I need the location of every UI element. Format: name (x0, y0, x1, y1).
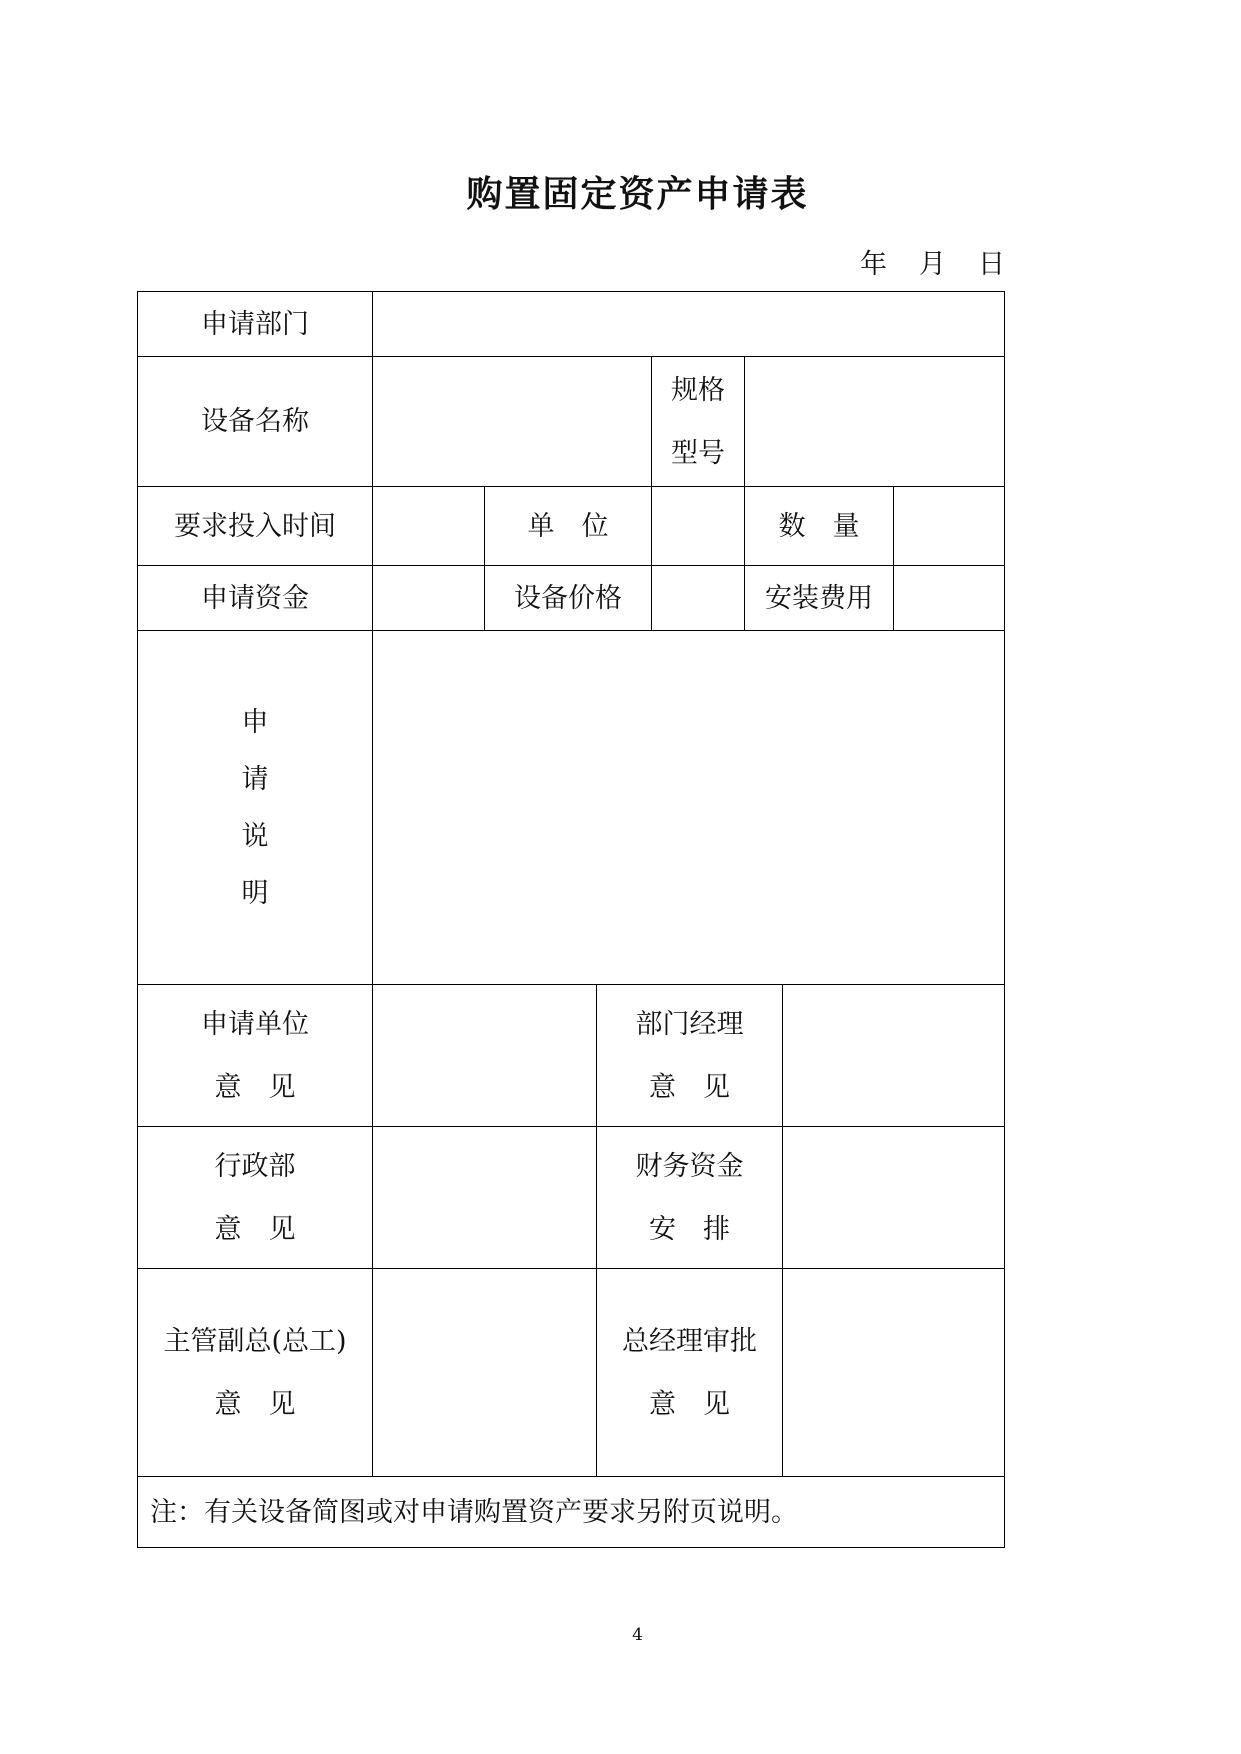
label-quantity: 数 量 (744, 486, 894, 566)
field-finance-arrangement[interactable] (782, 1126, 1005, 1269)
page-number: 4 (632, 1625, 643, 1645)
date-month: 月 (919, 249, 946, 280)
field-dept[interactable] (372, 291, 1005, 357)
label-unit: 单 位 (484, 486, 652, 566)
label-spec: 规格 型号 (651, 356, 745, 487)
label-equip-name: 设备名称 (137, 356, 373, 487)
label-vp-opinion: 主管副总(总工) 意 见 (137, 1268, 373, 1477)
label-description: 申 请 说 明 (137, 630, 373, 985)
field-gm-approval[interactable] (782, 1268, 1005, 1477)
field-equip-name[interactable] (372, 356, 652, 487)
label-gm-approval: 总经理审批 意 见 (596, 1268, 783, 1477)
label-admin-opinion: 行政部 意 见 (137, 1126, 373, 1269)
field-install-fee[interactable] (893, 565, 1005, 631)
field-manager-opinion[interactable] (782, 984, 1005, 1127)
field-spec[interactable] (744, 356, 1005, 487)
field-admin-opinion[interactable] (372, 1126, 597, 1269)
label-unit-opinion: 申请单位 意 见 (137, 984, 373, 1127)
date-day: 日 (978, 249, 1005, 280)
field-req-time[interactable] (372, 486, 485, 566)
field-description[interactable] (372, 630, 1005, 985)
date-year: 年 (860, 249, 887, 280)
label-funds: 申请资金 (137, 565, 373, 631)
form-note: 注：有关设备简图或对申请购置资产要求另附页说明。 (137, 1476, 1005, 1548)
field-equip-price[interactable] (651, 565, 745, 631)
field-unit-opinion[interactable] (372, 984, 597, 1127)
label-dept: 申请部门 (137, 291, 373, 357)
label-req-time: 要求投入时间 (137, 486, 373, 566)
field-funds[interactable] (372, 565, 485, 631)
label-install-fee: 安装费用 (744, 565, 894, 631)
label-finance-arrangement: 财务资金 安 排 (596, 1126, 783, 1269)
label-manager-opinion: 部门经理 意 见 (596, 984, 783, 1127)
field-quantity[interactable] (893, 486, 1005, 566)
date-line (860, 242, 1005, 281)
field-vp-opinion[interactable] (372, 1268, 597, 1477)
form-title: 购置固定资产申请表 (466, 174, 809, 215)
field-unit[interactable] (651, 486, 745, 566)
label-equip-price: 设备价格 (484, 565, 652, 631)
